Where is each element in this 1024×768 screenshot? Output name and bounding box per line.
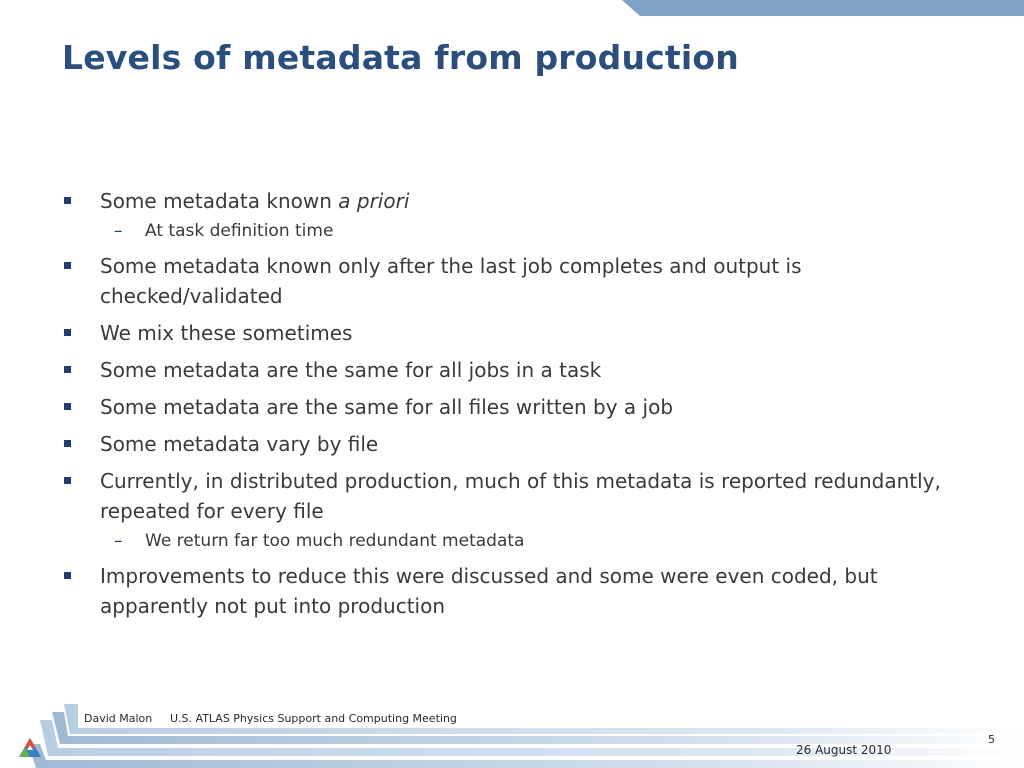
bullet-text: Some metadata are the same for all jobs in a task <box>100 358 602 382</box>
bullet-text: Improvements to reduce this were discussed and some were even coded, but apparently not put into production <box>100 564 878 618</box>
square-bullet-icon <box>64 403 71 410</box>
sub-bullet-item <box>62 219 962 243</box>
footer-meeting: U.S. ATLAS Physics Support and Computing Meeting <box>170 712 457 725</box>
top-accent-band <box>0 0 1024 16</box>
bullet-list <box>62 186 962 628</box>
bullet-item <box>62 318 962 348</box>
dash-bullet-icon: – <box>114 531 123 551</box>
footer-date: 26 August 2010 <box>796 743 892 757</box>
square-bullet-icon <box>64 329 71 336</box>
bullet-item <box>62 561 962 621</box>
footer-author: David Malon <box>84 712 153 725</box>
slide-title: Levels of metadata from production <box>62 38 739 77</box>
bullet-text: We mix these sometimes <box>100 321 353 345</box>
bullet-text: Some metadata are the same for all files written by a job <box>100 395 674 419</box>
footer-band <box>0 704 1024 768</box>
bullet-text: Currently, in distributed production, much of this metadata is reported redundantly, repeated for every file <box>100 469 941 523</box>
bullet-item <box>62 251 962 311</box>
bullet-item <box>62 392 962 422</box>
lab-logo-icon <box>18 737 42 759</box>
bullet-item <box>62 466 962 526</box>
bullet-text: Some metadata known only after the last job completes and output is checked/validated <box>100 254 802 308</box>
square-bullet-icon <box>64 572 71 579</box>
sub-bullet-text: We return far too much redundant metadata <box>145 531 525 551</box>
bullet-text: Some metadata vary by file <box>100 432 379 456</box>
square-bullet-icon <box>64 477 71 484</box>
bullet-item <box>62 429 962 459</box>
bullet-emphasis: a priori <box>338 189 410 213</box>
square-bullet-icon <box>64 366 71 373</box>
square-bullet-icon <box>64 197 71 204</box>
bullet-item <box>62 186 962 216</box>
dash-bullet-icon: – <box>114 221 123 241</box>
page-number: 5 <box>988 733 995 746</box>
sub-bullet-text: At task definition time <box>145 221 334 241</box>
bullet-item <box>62 355 962 385</box>
square-bullet-icon <box>64 262 71 269</box>
sub-bullet-item <box>62 529 962 553</box>
bullet-text: Some metadata known <box>100 189 339 213</box>
square-bullet-icon <box>64 440 71 447</box>
